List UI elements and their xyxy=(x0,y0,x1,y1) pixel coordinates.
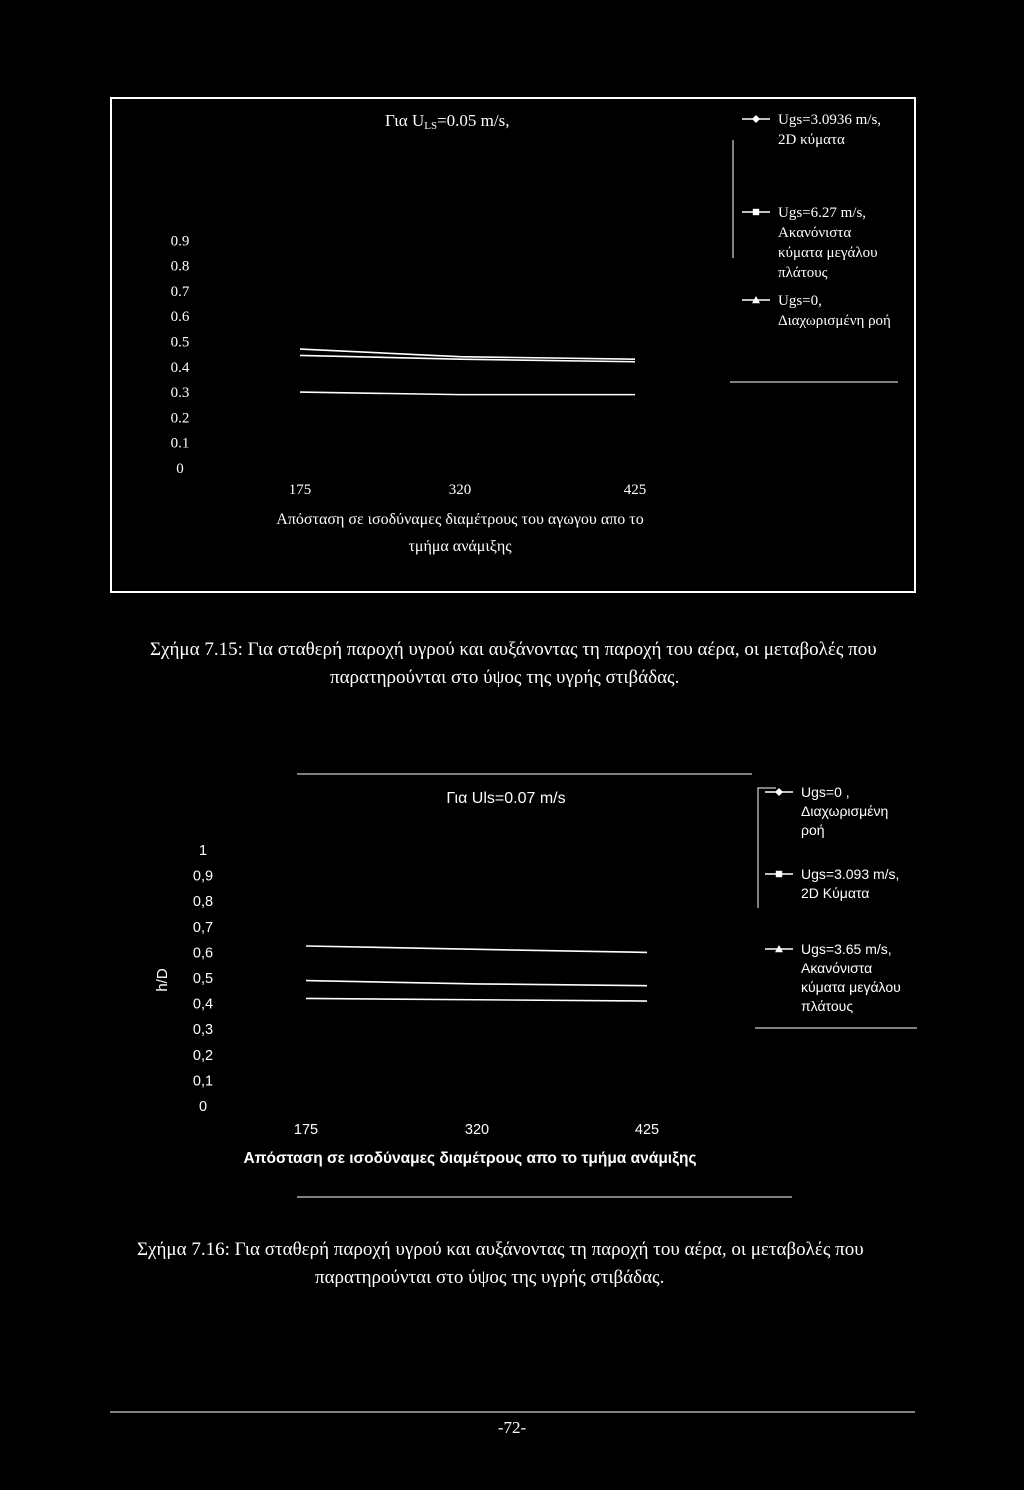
x-tick-label: 320 xyxy=(448,482,472,498)
series-line-3 xyxy=(306,981,647,986)
legend-entry-2-line-2: Ακανόνιστα xyxy=(778,225,852,241)
series-line-1 xyxy=(300,349,635,359)
y-tick-label: 0.9 xyxy=(170,233,190,250)
caption-fig-7-15-line1: Σχήμα 7.15: Για σταθερή παροχή υγρού και αυξάνοντας τη παροχή του αέρα, οι μεταβολές που xyxy=(150,639,877,660)
chart-716 xyxy=(0,760,1024,1220)
legend-entry-2-line-1: Ugs=6.27 m/s, xyxy=(778,205,867,221)
legend-marker-square-icon xyxy=(753,209,759,215)
legend-entry-2-line-3: κύματα μεγάλου xyxy=(778,245,878,261)
y-tick-label: 0,3 xyxy=(192,1022,214,1039)
legend-entry-1-line-1: Ugs=0 , xyxy=(801,784,850,800)
chart-716-title: Για Uls=0.07 m/s xyxy=(446,790,566,807)
chart-716-ylabel: h/D xyxy=(154,968,171,992)
legend-marker-diamond-icon xyxy=(775,788,783,796)
footer-rule xyxy=(0,1410,1024,1414)
legend-entry-1-line-2: 2D κύματα xyxy=(778,132,845,148)
legend-entry-2-line-4: πλάτους xyxy=(778,265,828,281)
x-tick-label: 425 xyxy=(623,482,647,498)
caption-fig-7-16-line2: παρατηρούνται στο ύψος της υγρής στιβάδας. xyxy=(315,1267,665,1288)
caption-fig-7-16 xyxy=(137,1236,864,1292)
chart-715-xlabel-line1: Απόσταση σε ισοδύναμες διαμέτρους του αγωγου απο το xyxy=(276,511,644,528)
y-tick-label: 0.8 xyxy=(170,258,190,275)
y-tick-label: 0,5 xyxy=(192,971,214,987)
chart-716-xlabel: Απόσταση σε ισοδύναμες διαμέτρους απο το τμήμα ανάμιξης xyxy=(243,1150,697,1167)
y-tick-label: 0.3 xyxy=(170,385,190,402)
legend-entry-3-line-2: Διαχωρισμένη ροή xyxy=(778,313,891,329)
legend-marker-square-icon xyxy=(776,871,782,877)
caption-fig-7-15 xyxy=(150,636,877,692)
x-tick-label: 425 xyxy=(634,1122,660,1138)
y-tick-label: 0.4 xyxy=(170,359,190,376)
y-tick-label: 0.7 xyxy=(170,283,190,300)
y-tick-label: 0 xyxy=(198,1099,208,1115)
legend-entry-3-line-1: Ugs=0, xyxy=(778,293,822,309)
legend-entry-1-line-3: ροή xyxy=(801,822,825,838)
x-tick-label: 175 xyxy=(288,482,312,498)
y-tick-label: 0,4 xyxy=(192,996,214,1013)
y-tick-label: 0,6 xyxy=(192,945,214,962)
legend-entry-3-line-1: Ugs=3.65 m/s, xyxy=(801,941,892,957)
series-line-2 xyxy=(306,946,647,952)
caption-fig-7-16-line1: Σχήμα 7.16: Για σταθερή παροχή υγρού και αυξάνοντας τη παροχή του αέρα, οι μεταβολές που xyxy=(137,1239,864,1260)
legend-entry-1-line-2: Διαχωρισμένη xyxy=(801,803,889,819)
series-line-3 xyxy=(300,392,635,395)
y-tick-label: 0.2 xyxy=(170,410,190,427)
y-tick-label: 0,9 xyxy=(192,868,214,885)
chart-715 xyxy=(0,0,1024,600)
series-line-1 xyxy=(306,998,647,1001)
page-number: -72- xyxy=(497,1418,527,1437)
chart-715-title: Για ULS=0.05 m/s, xyxy=(385,111,510,132)
caption-fig-7-15-line2: παρατηρούνται στο ύψος της υγρής στιβάδας. xyxy=(330,667,680,688)
x-tick-label: 175 xyxy=(293,1122,319,1138)
legend-entry-2-line-2: 2D Κύματα xyxy=(801,885,870,901)
y-tick-label: 0,1 xyxy=(192,1073,214,1090)
y-tick-label: 0,8 xyxy=(192,894,214,911)
chart-715-xlabel-line2: τμήμα ανάμιξης xyxy=(408,538,512,555)
legend-entry-3-line-3: κύματα μεγάλου xyxy=(801,979,901,995)
chart-716-legend-bracket xyxy=(758,788,776,908)
y-tick-label: 1 xyxy=(198,843,208,859)
legend-entry-1-line-1: Ugs=3.0936 m/s, xyxy=(778,112,882,128)
legend-marker-diamond-icon xyxy=(752,115,760,123)
legend-entry-3-line-4: πλάτους xyxy=(801,998,854,1014)
y-tick-label: 0.6 xyxy=(170,309,190,326)
legend-entry-3-line-2: Ακανόνιστα xyxy=(801,960,873,976)
y-tick-label: 0,7 xyxy=(192,919,214,936)
y-tick-label: 0.1 xyxy=(170,435,190,452)
x-tick-label: 320 xyxy=(464,1122,490,1138)
y-tick-label: 0,2 xyxy=(192,1047,214,1064)
y-tick-label: 0 xyxy=(176,461,184,477)
y-tick-label: 0.5 xyxy=(170,334,190,351)
legend-entry-2-line-1: Ugs=3.093 m/s, xyxy=(801,866,900,882)
